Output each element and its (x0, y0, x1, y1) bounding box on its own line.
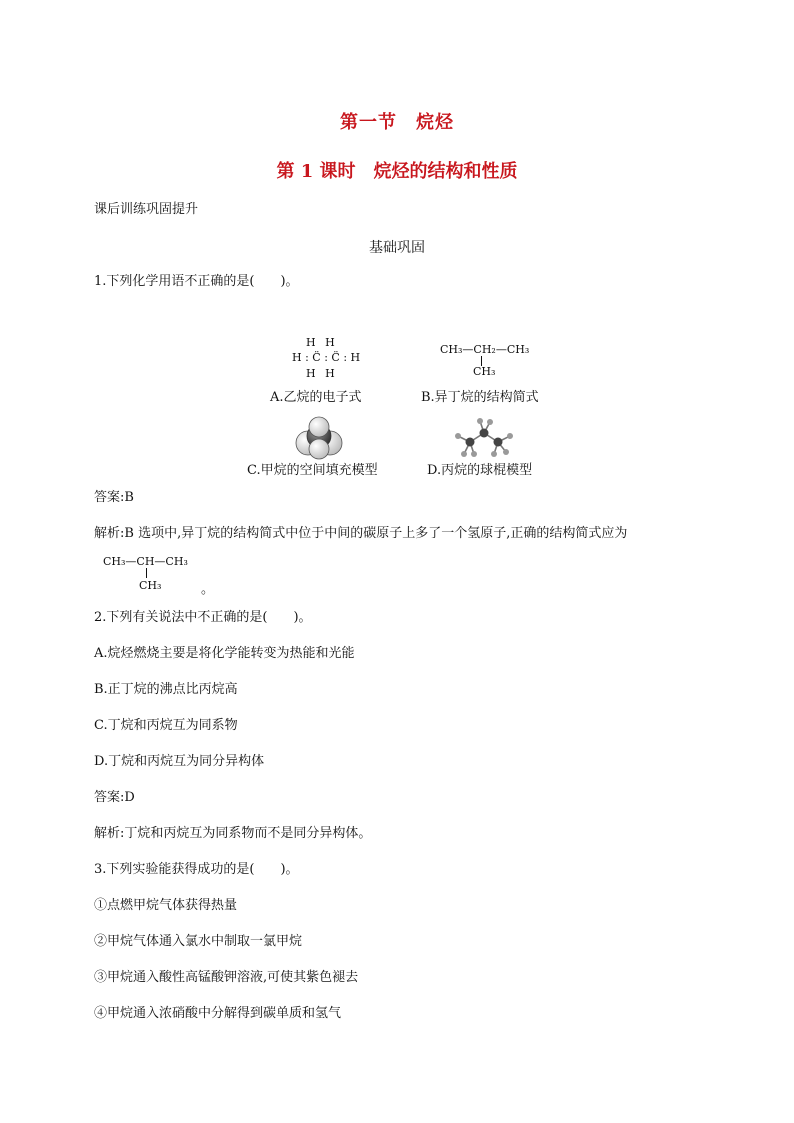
fig-a-top-h: H H (306, 336, 338, 349)
section-label: 基础巩固 (369, 240, 425, 256)
q2-analysis: 解析:丁烷和丙烷互为同系物而不是同分异构体。 (94, 826, 372, 841)
section-title: 第一节 烷烃 (340, 112, 454, 133)
fig-b-branch: CH₃ (473, 365, 496, 378)
q2-option-b: B.正丁烷的沸点比丙烷高 (94, 682, 238, 697)
q2-stem: 2.下列有关说法中不正确的是( )。 (94, 610, 312, 625)
propane-ball-stick-model (450, 416, 518, 460)
q1-formula-period: 。 (201, 582, 215, 597)
q1-analysis: 解析:B 选项中,异丁烷的结构简式中位于中间的碳原子上多了一个氢原子,正确的结构简式应为 (94, 526, 628, 541)
q3-item-4: ④甲烷通入浓硝酸中分解得到碳单质和氢气 (94, 1006, 342, 1021)
q2-option-d: D.丁烷和丙烷互为同分异构体 (94, 754, 265, 769)
q3-item-2: ②甲烷气体通入氯水中制取一氯甲烷 (94, 934, 303, 949)
fig-a-label: A.乙烷的电子式 (270, 390, 362, 405)
q3-item-3: ③甲烷通入酸性高锰酸钾溶液,可使其紫色褪去 (94, 970, 359, 985)
fig-a-middle: H : C̈ : C̈ : H (292, 351, 361, 364)
fig-c-label: C.甲烷的空间填充模型 (247, 463, 378, 478)
q2-option-c: C.丁烷和丙烷互为同系物 (94, 718, 238, 733)
q2-answer: 答案:D (94, 790, 135, 805)
q2-option-a: A.烷烃燃烧主要是将化学能转变为热能和光能 (94, 646, 355, 661)
fig-b-main-chain: CH₃—CH₂—CH₃ (440, 343, 530, 356)
q1-correct-formula-branch: CH₃ (139, 579, 162, 592)
q1-answer: 答案:B (94, 490, 134, 505)
q1-formula-bond-line (146, 568, 147, 578)
fig-b-label: B.异丁烷的结构简式 (421, 390, 539, 405)
header-label: 课后训练巩固提升 (94, 202, 199, 217)
q1-stem: 1.下列化学用语不正确的是( )。 (94, 274, 299, 289)
q1-correct-formula-main: CH₃—CH—CH₃ (103, 555, 188, 568)
lesson-title: 第 1 课时 烷烃的结构和性质 (276, 161, 518, 182)
fig-a-bottom-h: H H (306, 367, 338, 380)
q3-stem: 3.下列实验能获得成功的是( )。 (94, 862, 299, 877)
methane-space-filling-model (294, 416, 344, 460)
fig-d-label: D.丙烷的球棍模型 (427, 463, 533, 478)
q3-item-1: ①点燃甲烷气体获得热量 (94, 898, 238, 913)
